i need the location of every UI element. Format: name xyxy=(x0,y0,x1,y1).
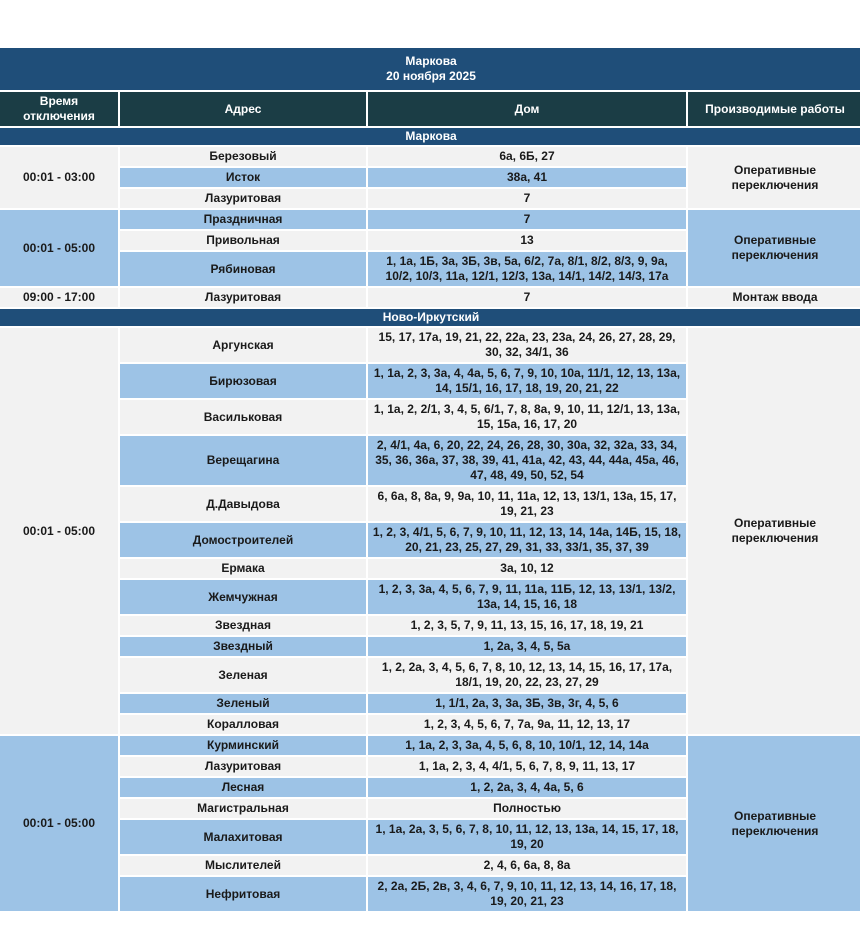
street-cell: Лазуритовая xyxy=(120,189,366,208)
time-cell: 00:01 - 03:00 xyxy=(0,147,118,208)
street-cell: Магистральная xyxy=(120,799,366,818)
time-cell: 09:00 - 17:00 xyxy=(0,288,118,307)
outage-table xyxy=(0,46,860,913)
section-row xyxy=(0,309,860,326)
houses-cell: 2, 4/1, 4а, 6, 20, 22, 24, 26, 28, 30, 30а, 32, 32а, 33, 34, 35, 36, 36а, 37, 38, 39, 41, 41а, 42, 43, 44, 44а, 45а, 46, 47, 48, 49, 50, 52, 54 xyxy=(368,436,686,485)
section-title: Маркова xyxy=(0,128,860,145)
houses-cell: 38а, 41 xyxy=(368,168,686,187)
street-cell: Аргунская xyxy=(120,328,366,362)
section-row xyxy=(0,128,860,145)
title-location: Маркова xyxy=(405,54,457,68)
houses-cell: 1, 1а, 2а, 3, 5, 6, 7, 8, 10, 11, 12, 13, 13а, 14, 15, 17, 18, 19, 20 xyxy=(368,820,686,854)
street-cell: Курминский xyxy=(120,736,366,755)
street-cell: Праздничная xyxy=(120,210,366,229)
table-row xyxy=(0,210,860,229)
street-cell: Звездная xyxy=(120,616,366,635)
houses-cell: Полностью xyxy=(368,799,686,818)
houses-cell: 1, 2, 2а, 3, 4, 4а, 5, 6 xyxy=(368,778,686,797)
street-cell: Лазуритовая xyxy=(120,288,366,307)
works-cell: Оперативные переключения xyxy=(688,736,860,911)
houses-cell: 6а, 6Б, 27 xyxy=(368,147,686,166)
houses-cell: 1, 2, 3, 4, 5, 6, 7, 7а, 9а, 11, 12, 13, 17 xyxy=(368,715,686,734)
houses-cell: 7 xyxy=(368,210,686,229)
street-cell: Верещагина xyxy=(120,436,366,485)
col-works: Производимые работы xyxy=(688,92,860,126)
houses-cell: 15, 17, 17а, 19, 21, 22, 22а, 23, 23а, 24, 26, 27, 28, 29, 30, 32, 34/1, 36 xyxy=(368,328,686,362)
works-cell: Оперативные переключения xyxy=(688,210,860,286)
col-time: Время отключения xyxy=(0,92,118,126)
table-row xyxy=(0,328,860,362)
houses-cell: 1, 2, 3, 5, 7, 9, 11, 13, 15, 16, 17, 18, 19, 21 xyxy=(368,616,686,635)
street-cell: Зеленая xyxy=(120,658,366,692)
houses-cell: 6, 6а, 8, 8а, 9, 9а, 10, 11, 11а, 12, 13, 13/1, 13а, 15, 17, 19, 21, 23 xyxy=(368,487,686,521)
outage-schedule xyxy=(0,46,860,913)
section-title: Ново-Иркутский xyxy=(0,309,860,326)
street-cell: Рябиновая xyxy=(120,252,366,286)
houses-cell: 7 xyxy=(368,189,686,208)
houses-cell: 2, 4, 6, 6а, 8, 8а xyxy=(368,856,686,875)
table-row xyxy=(0,736,860,755)
street-cell: Лазуритовая xyxy=(120,757,366,776)
houses-cell: 7 xyxy=(368,288,686,307)
works-cell: Оперативные переключения xyxy=(688,147,860,208)
time-cell: 00:01 - 05:00 xyxy=(0,210,118,286)
houses-cell: 1, 1а, 2, 3, 4, 4/1, 5, 6, 7, 8, 9, 11, 13, 17 xyxy=(368,757,686,776)
table-title xyxy=(0,48,860,90)
street-cell: Малахитовая xyxy=(120,820,366,854)
houses-cell: 1, 1а, 1Б, 3а, 3Б, 3в, 5а, 6/2, 7а, 8/1, 8/2, 8/3, 9, 9а, 10/2, 10/3, 11а, 12/1, 12/3, 13а, 14/1, 14/2, 14/3, 17а xyxy=(368,252,686,286)
time-cell: 00:01 - 05:00 xyxy=(0,328,118,734)
time-cell: 00:01 - 05:00 xyxy=(0,736,118,911)
street-cell: Домостроителей xyxy=(120,523,366,557)
table-body xyxy=(0,128,860,911)
street-cell: Зеленый xyxy=(120,694,366,713)
houses-cell: 1, 1а, 2, 3, 3а, 4, 5, 6, 8, 10, 10/1, 12, 14, 14а xyxy=(368,736,686,755)
houses-cell: 1, 2, 3, 3а, 4, 5, 6, 7, 9, 11, 11а, 11Б, 12, 13, 13/1, 13/2, 13а, 14, 15, 16, 18 xyxy=(368,580,686,614)
street-cell: Звездный xyxy=(120,637,366,656)
street-cell: Д.Давыдова xyxy=(120,487,366,521)
houses-cell: 2, 2а, 2Б, 2в, 3, 4, 6, 7, 9, 10, 11, 12, 13, 14, 16, 17, 18, 19, 20, 21, 23 xyxy=(368,877,686,911)
title-date: 20 ноября 2025 xyxy=(386,69,476,83)
table-row xyxy=(0,147,860,166)
street-cell: Жемчужная xyxy=(120,580,366,614)
houses-cell: 1, 2, 2а, 3, 4, 5, 6, 7, 8, 10, 12, 13, 14, 15, 16, 17, 17а, 18/1, 19, 20, 22, 23, 27, 29 xyxy=(368,658,686,692)
works-cell: Монтаж ввода xyxy=(688,288,860,307)
street-cell: Лесная xyxy=(120,778,366,797)
street-cell: Васильковая xyxy=(120,400,366,434)
houses-cell: 1, 1а, 2, 2/1, 3, 4, 5, 6/1, 7, 8, 8а, 9, 10, 11, 12/1, 13, 13а, 15, 15а, 16, 17, 20 xyxy=(368,400,686,434)
houses-cell: 3а, 10, 12 xyxy=(368,559,686,578)
street-cell: Привольная xyxy=(120,231,366,250)
houses-cell: 1, 1а, 2, 3, 3а, 4, 4а, 5, 6, 7, 9, 10, 10а, 11/1, 12, 13, 13а, 14, 15/1, 16, 17, 18, 19, 20, 21, 22 xyxy=(368,364,686,398)
street-cell: Исток xyxy=(120,168,366,187)
col-house: Дом xyxy=(368,92,686,126)
street-cell: Бирюзовая xyxy=(120,364,366,398)
street-cell: Ермака xyxy=(120,559,366,578)
street-cell: Березовый xyxy=(120,147,366,166)
street-cell: Нефритовая xyxy=(120,877,366,911)
houses-cell: 1, 1/1, 2а, 3, 3а, 3Б, 3в, 3г, 4, 5, 6 xyxy=(368,694,686,713)
houses-cell: 13 xyxy=(368,231,686,250)
houses-cell: 1, 2а, 3, 4, 5, 5а xyxy=(368,637,686,656)
street-cell: Коралловая xyxy=(120,715,366,734)
works-cell: Оперативные переключения xyxy=(688,328,860,734)
table-row xyxy=(0,288,860,307)
houses-cell: 1, 2, 3, 4/1, 5, 6, 7, 9, 10, 11, 12, 13, 14, 14а, 14Б, 15, 18, 20, 21, 23, 25, 27, 29, 31, 33, 33/1, 35, 37, 39 xyxy=(368,523,686,557)
street-cell: Мыслителей xyxy=(120,856,366,875)
col-address: Адрес xyxy=(120,92,366,126)
